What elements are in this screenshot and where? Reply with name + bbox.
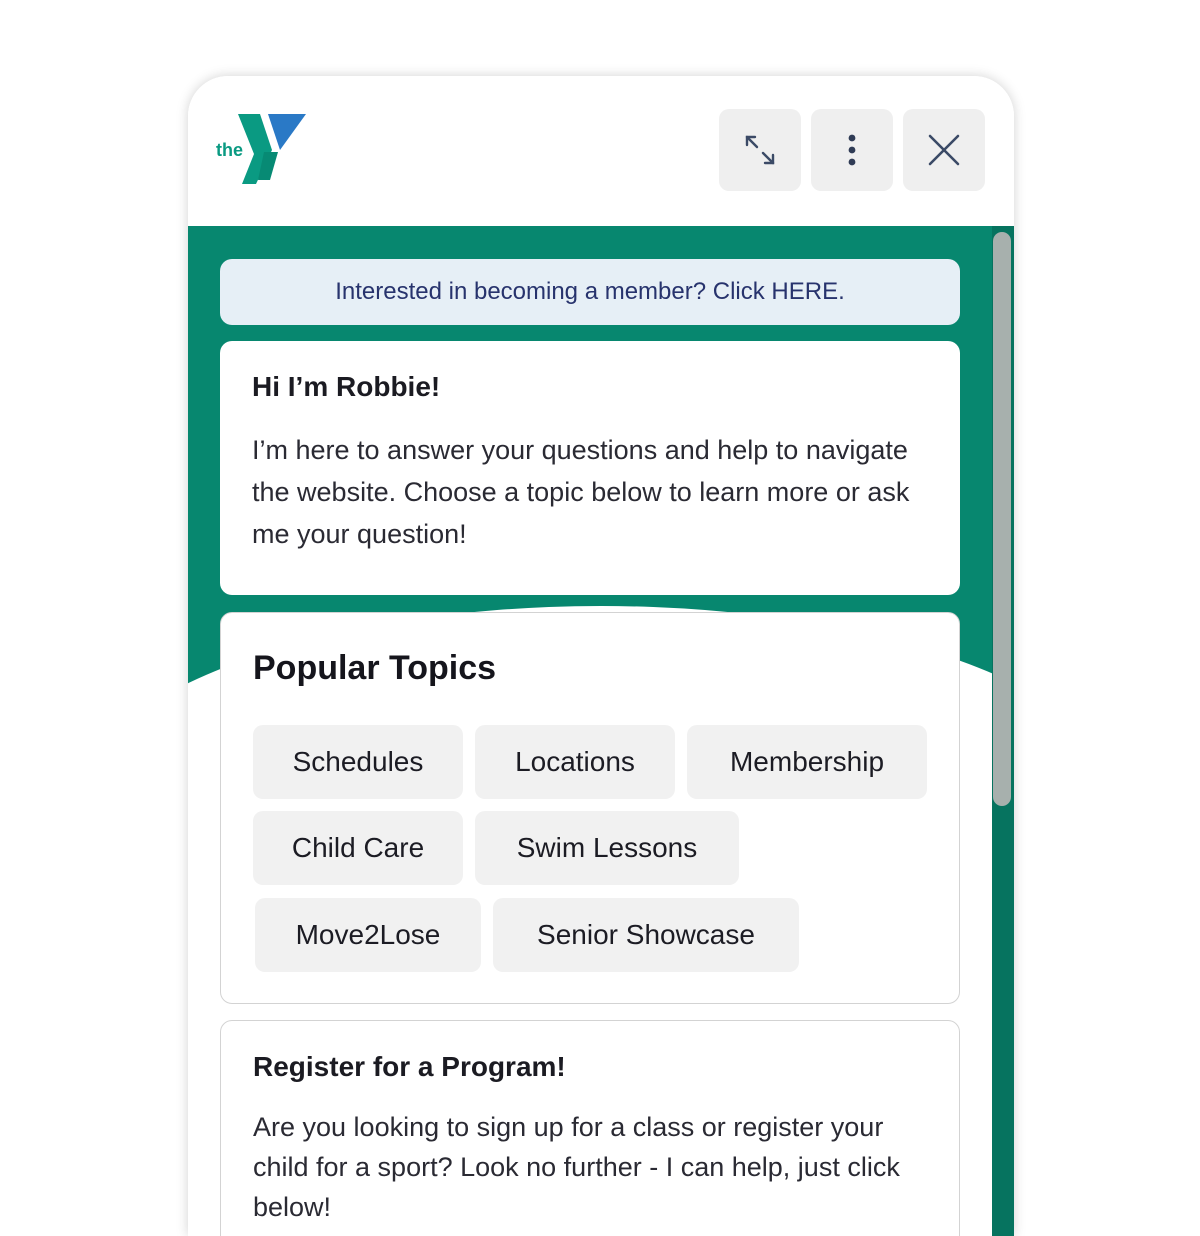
topic-chip-senior-showcase[interactable]: Senior Showcase (493, 898, 799, 972)
intro-card (220, 341, 960, 595)
expand-button[interactable] (719, 109, 801, 191)
close-icon (927, 133, 961, 167)
more-options-button[interactable] (811, 109, 893, 191)
membership-banner[interactable]: Interested in becoming a member? Click HERE. (220, 259, 960, 325)
intro-text: I’m here to answer your questions and help to navigate the website. Choose a topic below to learn more or ask me your question! (252, 435, 910, 549)
chat-header (188, 76, 1014, 226)
close-button[interactable] (903, 109, 985, 191)
scrollbar-thumb[interactable] (993, 232, 1011, 806)
topic-chip-locations[interactable]: Locations (475, 725, 675, 799)
intro-title: Hi I’m Robbie! (252, 371, 441, 402)
topics-title: Popular Topics (253, 649, 497, 687)
chat-body (188, 226, 1014, 1236)
topic-chip-swim-lessons[interactable]: Swim Lessons (475, 811, 739, 885)
vertical-dots-icon (847, 133, 857, 167)
popular-topics-card (220, 612, 960, 1004)
topic-chip-membership[interactable]: Membership (687, 725, 927, 799)
topic-chip-child-care[interactable]: Child Care (253, 811, 463, 885)
ymca-logo (216, 110, 312, 186)
register-text: Are you looking to sign up for a class or register your child for a sport? Look no further - I can help, just click below! (253, 1112, 900, 1222)
topic-chip-move2lose[interactable]: Move2Lose (255, 898, 481, 972)
expand-arrows-icon (743, 133, 777, 167)
chat-widget (188, 76, 1014, 1236)
register-title: Register for a Program! (253, 1051, 566, 1082)
register-card (220, 1020, 960, 1236)
logo-text: the (216, 140, 243, 160)
topic-chip-schedules[interactable]: Schedules (253, 725, 463, 799)
